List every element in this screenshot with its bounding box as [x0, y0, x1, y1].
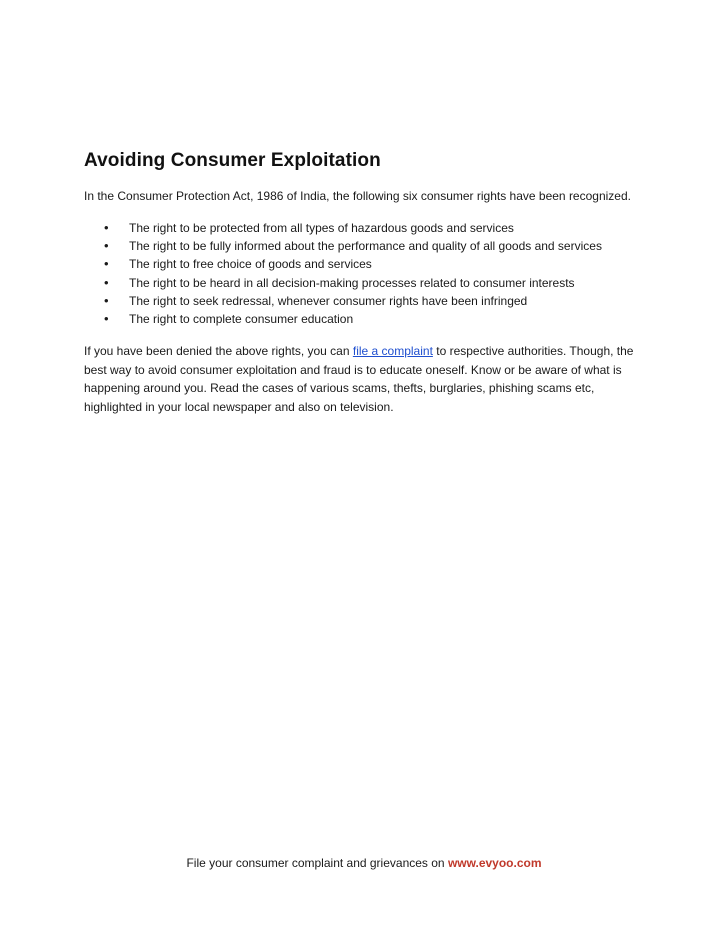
right-text: The right to be heard in all decision-making processes related to consumer interests: [129, 275, 575, 290]
bullet-icon: •: [104, 238, 109, 254]
footer-text: File your consumer complaint and grievances on: [186, 856, 448, 870]
body-paragraph: [84, 342, 654, 416]
bullet-icon: •: [104, 256, 109, 272]
list-item: [84, 219, 602, 237]
list-item: [84, 292, 602, 310]
intro-paragraph: In the Consumer Protection Act, 1986 of India, the following six consumer rights have been recognized.: [84, 189, 631, 203]
bullet-icon: •: [104, 220, 109, 235]
paragraph-text-before-link: If you have been denied the above rights, you can: [84, 344, 353, 358]
list-item: [84, 237, 602, 255]
document-title: Avoiding Consumer Exploitation: [84, 150, 381, 171]
paragraph-text-after-link: to respective authorities. Though, the best way to avoid consumer exploitation and fraud is to educate oneself. Know or be aware of what is happening around you. Read the cases of various scams, thefts, burglaries, phishing scams etc, highlighted in your local newspaper and also on television.: [84, 344, 634, 414]
bullet-icon: •: [104, 311, 109, 327]
rights-list: [84, 219, 602, 328]
list-item: [84, 310, 602, 328]
right-text: The right to be fully informed about the performance and quality of all goods and services: [129, 239, 602, 254]
page-footer: [0, 855, 728, 871]
list-item: [84, 274, 602, 292]
right-text: The right to complete consumer education: [129, 312, 354, 327]
list-item: [84, 255, 602, 273]
bullet-icon: •: [104, 274, 109, 290]
bullet-icon: •: [104, 292, 109, 308]
footer-site-name: www.evyoo.com: [447, 856, 542, 870]
right-text: The right to free choice of goods and services: [129, 257, 372, 272]
file-complaint-link[interactable]: file a complaint: [352, 344, 433, 358]
right-text: The right to be protected from all types of hazardous goods and services: [129, 221, 514, 235]
right-text: The right to seek redressal, whenever consumer rights have been infringed: [129, 293, 528, 308]
